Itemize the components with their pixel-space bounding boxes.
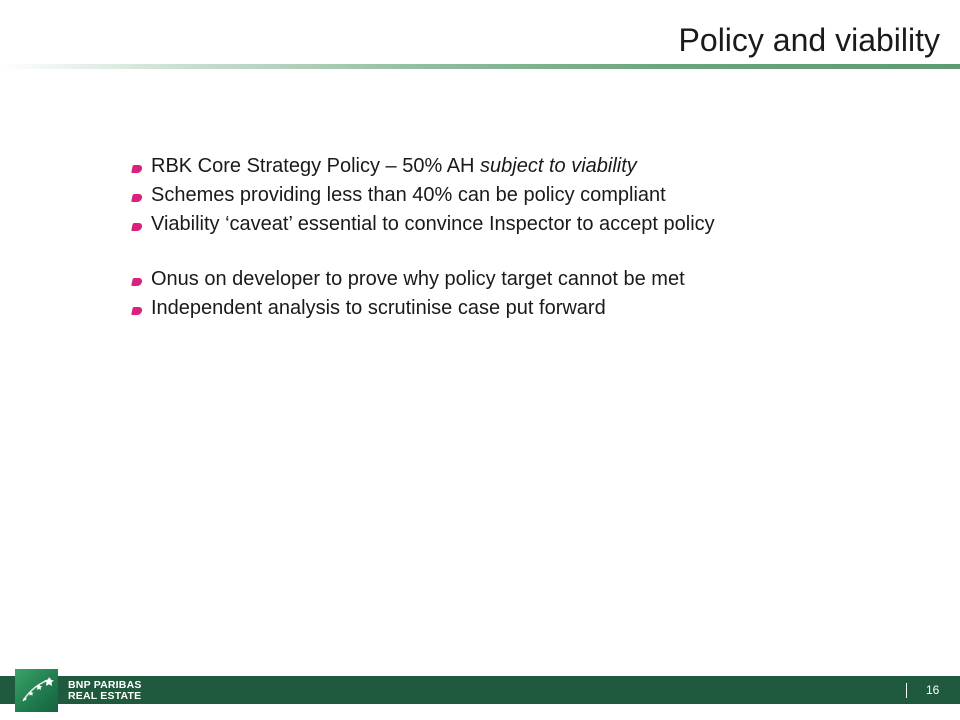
bullet-text: Viability ‘caveat’ essential to convince Inspector to accept policy: [151, 213, 715, 235]
footer-separator: [906, 683, 907, 698]
bullet-item: [130, 294, 890, 323]
bullet-item: [130, 210, 890, 239]
bullet-text: Onus on developer to prove why policy target cannot be met: [151, 268, 685, 290]
footer-band: [0, 676, 960, 704]
brand-line-1: BNP PARIBAS: [68, 679, 142, 691]
bullet-marker-icon: [131, 194, 143, 202]
brand-wordmark: [68, 680, 142, 702]
bullet-text: Independent analysis to scrutinise case put forward: [151, 297, 606, 319]
bullet-text: Schemes providing less than 40% can be policy compliant: [151, 184, 666, 206]
bullet-marker-icon: [131, 307, 143, 315]
page-number: 16: [926, 683, 940, 697]
logo-stars-graphic: [15, 669, 58, 712]
bullet-text: RBK Core Strategy Policy – 50% AH: [151, 155, 481, 177]
slide-title: Policy and viability: [678, 22, 940, 58]
bullet-item: [130, 265, 890, 294]
bullet-marker-icon: [131, 165, 143, 173]
bullet-marker-icon: [131, 223, 143, 231]
bullet-emphasis: subject to viability: [480, 155, 637, 177]
title-divider: [0, 64, 960, 69]
bullet-marker-icon: [131, 278, 143, 286]
bnp-paribas-stars-logo-icon: [15, 669, 58, 712]
bullet-item: [130, 152, 890, 181]
brand-line-2: REAL ESTATE: [68, 690, 142, 702]
bullet-list: [130, 152, 890, 323]
bullet-item: [130, 181, 890, 210]
